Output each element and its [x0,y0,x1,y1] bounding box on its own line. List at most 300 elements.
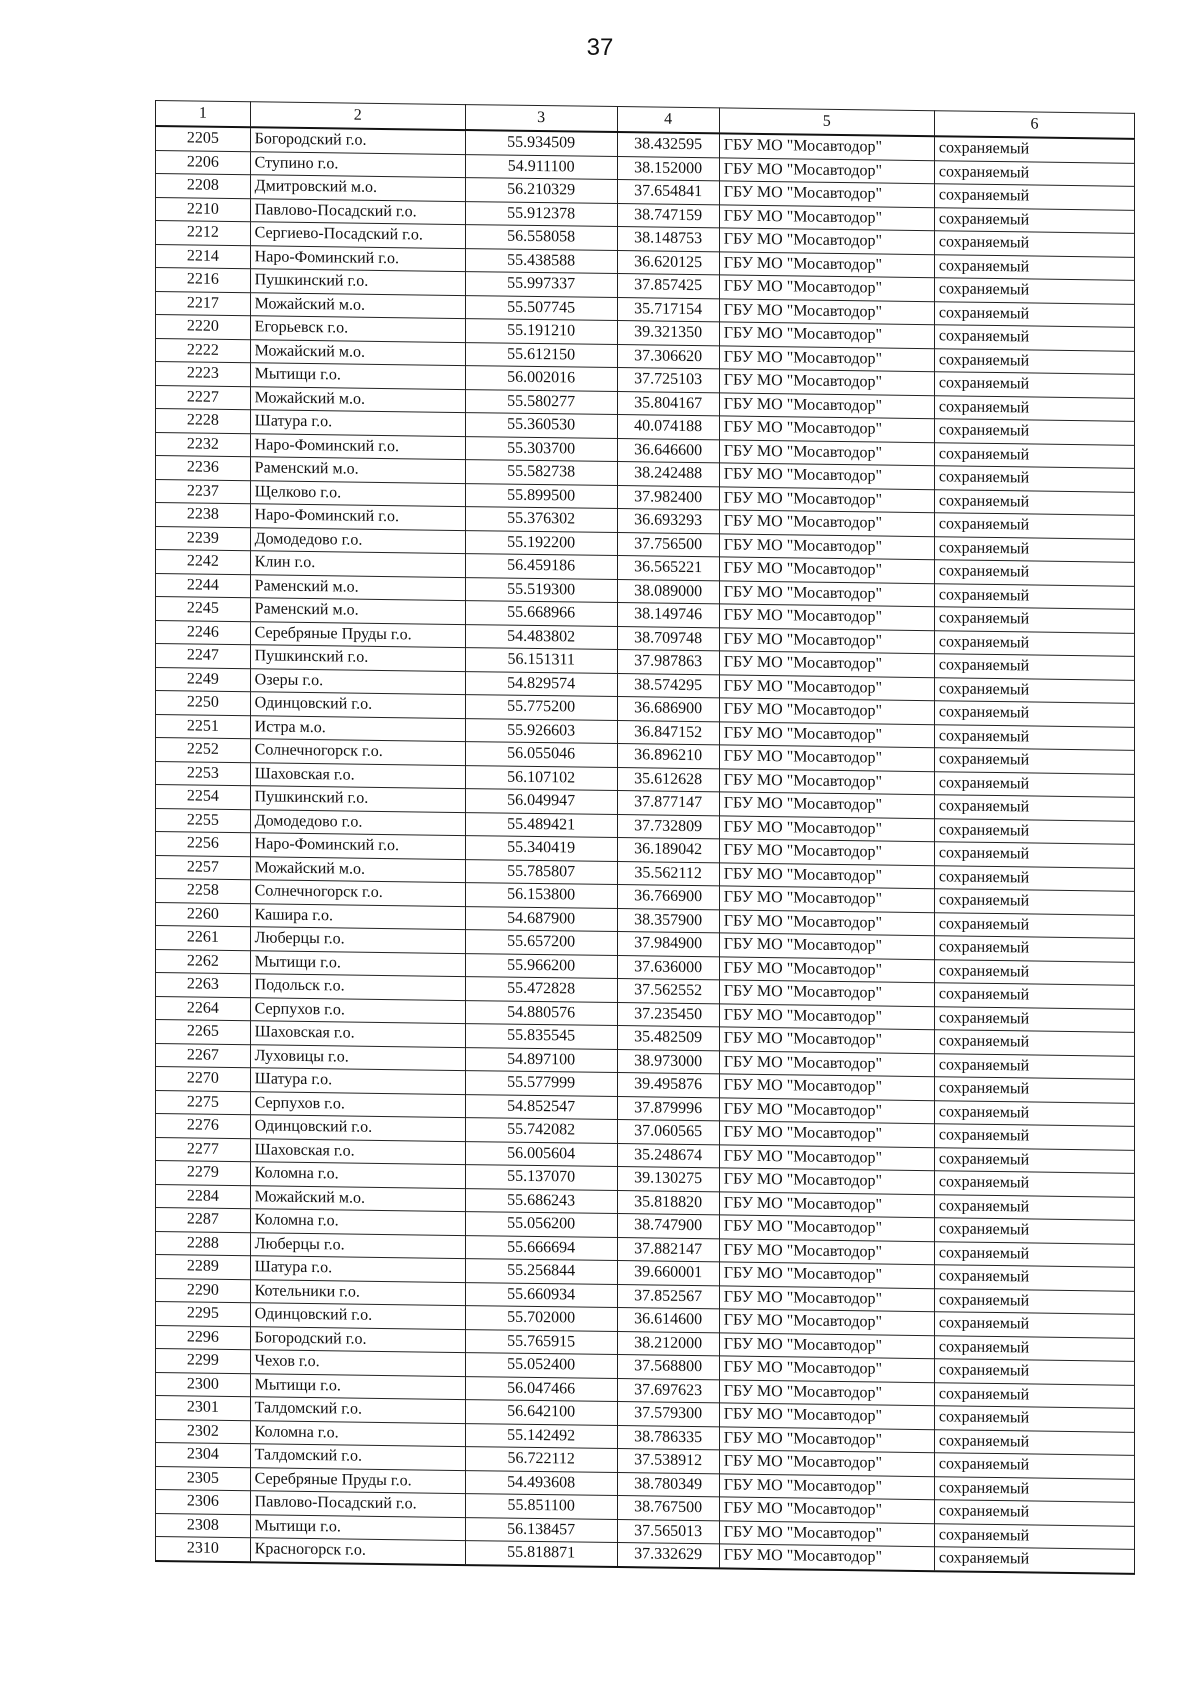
row-number-cell: 2262 [156,949,251,974]
longitude-cell: 37.306620 [617,344,719,369]
status-cell: сохраняемый [934,419,1134,445]
owner-cell: ГБУ МО "Мосавтодор" [719,1215,934,1241]
district-cell: Можайский м.о. [250,386,465,412]
row-number-cell: 2250 [156,691,251,716]
latitude-cell: 55.612150 [465,342,617,367]
status-cell: сохраняемый [934,1077,1134,1103]
owner-cell: ГБУ МО "Мосавтодор" [719,1285,934,1311]
row-number-cell: 2300 [156,1372,251,1397]
longitude-cell: 37.332629 [617,1543,719,1568]
longitude-cell: 38.149746 [617,603,719,628]
longitude-cell: 37.725103 [617,368,719,393]
latitude-cell: 54.493608 [465,1470,617,1495]
row-number-cell: 2216 [156,268,251,293]
longitude-cell: 35.612628 [617,767,719,792]
row-number-cell: 2275 [156,1090,251,1115]
latitude-cell: 55.818871 [465,1541,617,1567]
district-cell: Серебряные Пруды г.о. [250,1467,465,1493]
table-body [156,126,1135,1573]
latitude-cell: 56.002016 [465,366,617,391]
owner-cell: ГБУ МО "Мосавтодор" [719,1544,934,1571]
status-cell: сохраняемый [934,1335,1134,1361]
longitude-cell: 40.074188 [617,415,719,440]
row-number-cell: 2260 [156,902,251,927]
district-cell: Мытищи г.о. [250,1514,465,1540]
district-cell: Щелково г.о. [250,480,465,506]
district-cell: Кашира г.о. [250,903,465,929]
latitude-cell: 55.775200 [465,695,617,720]
district-cell: Коломна г.о. [250,1420,465,1446]
status-cell: сохраняемый [934,1453,1134,1479]
longitude-cell: 37.636000 [617,955,719,980]
district-cell: Чехов г.о. [250,1350,465,1376]
latitude-cell: 54.852547 [465,1094,617,1119]
latitude-cell: 55.303700 [465,436,617,461]
owner-cell: ГБУ МО "Мосавтодор" [719,933,934,959]
owner-cell: ГБУ МО "Мосавтодор" [719,275,934,301]
longitude-cell: 37.565013 [617,1519,719,1544]
latitude-cell: 55.835545 [465,1024,617,1049]
owner-cell: ГБУ МО "Мосавтодор" [719,1473,934,1499]
status-cell: сохраняемый [934,536,1134,562]
owner-cell: ГБУ МО "Мосавтодор" [719,1074,934,1100]
longitude-cell: 38.786335 [617,1425,719,1450]
status-cell: сохраняемый [934,748,1134,774]
row-number-cell: 2239 [156,526,251,551]
row-number-cell: 2296 [156,1325,251,1350]
district-cell: Мытищи г.о. [250,950,465,976]
longitude-cell: 37.654841 [617,180,719,205]
row-number-cell: 2305 [156,1466,251,1491]
longitude-cell: 37.568800 [617,1355,719,1380]
latitude-cell: 55.256844 [465,1259,617,1284]
longitude-cell: 37.984900 [617,932,719,957]
status-cell: сохраняемый [934,348,1134,374]
latitude-cell: 55.702000 [465,1306,617,1331]
district-cell: Павлово-Посадский г.о. [250,198,465,224]
row-number-cell: 2267 [156,1043,251,1068]
longitude-cell: 37.756500 [617,532,719,557]
row-number-cell: 2205 [156,126,251,151]
latitude-cell: 55.580277 [465,389,617,414]
owner-cell: ГБУ МО "Мосавтодор" [719,745,934,771]
longitude-cell: 37.857425 [617,274,719,299]
column-header: 1 [156,101,251,128]
status-cell: сохраняемый [934,912,1134,938]
owner-cell: ГБУ МО "Мосавтодор" [719,1168,934,1194]
district-cell: Талдомский г.о. [250,1397,465,1423]
longitude-cell: 35.562112 [617,861,719,886]
owner-cell: ГБУ МО "Мосавтодор" [719,463,934,489]
status-cell: сохраняемый [934,936,1134,962]
row-number-cell: 2270 [156,1067,251,1092]
data-table [155,100,1135,1574]
latitude-cell: 55.666694 [465,1235,617,1260]
latitude-cell: 56.210329 [465,178,617,203]
owner-cell: ГБУ МО "Мосавтодор" [719,1403,934,1429]
status-cell: сохраняемый [934,959,1134,985]
district-cell: Одинцовский г.о. [250,1115,465,1141]
longitude-cell: 35.248674 [617,1143,719,1168]
row-number-cell: 2256 [156,832,251,857]
latitude-cell: 55.192200 [465,530,617,555]
longitude-cell: 38.780349 [617,1472,719,1497]
longitude-cell: 38.973000 [617,1049,719,1074]
latitude-cell: 55.577999 [465,1071,617,1096]
owner-cell: ГБУ МО "Мосавтодор" [719,392,934,418]
owner-cell: ГБУ МО "Мосавтодор" [719,1191,934,1217]
latitude-cell: 55.360530 [465,413,617,438]
row-number-cell: 2258 [156,879,251,904]
row-number-cell: 2254 [156,785,251,810]
longitude-cell: 35.717154 [617,297,719,322]
owner-cell: ГБУ МО "Мосавтодор" [719,1356,934,1382]
row-number-cell: 2227 [156,385,251,410]
latitude-cell: 55.912378 [465,201,617,226]
district-cell: Серпухов г.о. [250,1091,465,1117]
row-number-cell: 2238 [156,503,251,528]
latitude-cell: 55.191210 [465,319,617,344]
district-cell: Клин г.о. [250,551,465,577]
latitude-cell: 55.582738 [465,460,617,485]
district-cell: Люберцы г.о. [250,1232,465,1258]
status-cell: сохраняемый [934,607,1134,633]
longitude-cell: 38.767500 [617,1496,719,1521]
owner-cell: ГБУ МО "Мосавтодор" [719,1450,934,1476]
longitude-cell: 37.060565 [617,1120,719,1145]
owner-cell: ГБУ МО "Мосавтодор" [719,1003,934,1029]
status-cell: сохраняемый [934,1500,1134,1526]
longitude-cell: 38.242488 [617,462,719,487]
longitude-cell: 37.877147 [617,791,719,816]
status-cell: сохраняемый [934,489,1134,515]
latitude-cell: 55.507745 [465,295,617,320]
row-number-cell: 2253 [156,761,251,786]
longitude-cell: 38.747900 [617,1214,719,1239]
longitude-cell: 37.697623 [617,1378,719,1403]
district-cell: Шаховская г.о. [250,762,465,788]
longitude-cell: 38.357900 [617,908,719,933]
longitude-cell: 38.148753 [617,227,719,252]
status-cell: сохраняемый [934,865,1134,891]
page-number: 37 [586,34,614,61]
owner-cell: ГБУ МО "Мосавтодор" [719,486,934,512]
row-number-cell: 2290 [156,1278,251,1303]
status-cell: сохраняемый [934,1006,1134,1032]
row-number-cell: 2265 [156,1020,251,1045]
row-number-cell: 2301 [156,1396,251,1421]
status-cell: сохраняемый [934,513,1134,539]
latitude-cell: 54.687900 [465,906,617,931]
longitude-cell: 36.565221 [617,556,719,581]
longitude-cell: 37.579300 [617,1402,719,1427]
owner-cell: ГБУ МО "Мосавтодор" [719,698,934,724]
district-cell: Дмитровский м.о. [250,175,465,201]
longitude-cell: 39.321350 [617,321,719,346]
row-number-cell: 2251 [156,714,251,739]
longitude-cell: 36.646600 [617,438,719,463]
latitude-cell: 56.153800 [465,883,617,908]
owner-cell: ГБУ МО "Мосавтодор" [719,1050,934,1076]
column-header: 4 [617,107,719,134]
district-cell: Егорьевск г.о. [250,316,465,342]
row-number-cell: 2310 [156,1537,251,1562]
column-header: 3 [465,105,617,132]
district-cell: Котельники г.о. [250,1279,465,1305]
latitude-cell: 55.742082 [465,1118,617,1143]
owner-cell: ГБУ МО "Мосавтодор" [719,956,934,982]
owner-cell: ГБУ МО "Мосавтодор" [719,322,934,348]
district-cell: Талдомский г.о. [250,1444,465,1470]
row-number-cell: 2263 [156,973,251,998]
district-cell: Солнечногорск г.о. [250,739,465,765]
district-cell: Подольск г.о. [250,974,465,1000]
status-cell: сохраняемый [934,724,1134,750]
district-cell: Можайский м.о. [250,292,465,318]
status-cell: сохраняемый [934,630,1134,656]
status-cell: сохраняемый [934,160,1134,186]
status-cell: сохраняемый [934,583,1134,609]
owner-cell: ГБУ МО "Мосавтодор" [719,510,934,536]
status-cell: сохраняемый [934,889,1134,915]
longitude-cell: 39.495876 [617,1073,719,1098]
row-number-cell: 2244 [156,573,251,598]
status-cell: сохраняемый [934,442,1134,468]
district-cell: Коломна г.о. [250,1162,465,1188]
longitude-cell: 36.766900 [617,885,719,910]
row-number-cell: 2232 [156,432,251,457]
row-number-cell: 2222 [156,338,251,363]
owner-cell: ГБУ МО "Мосавтодор" [719,345,934,371]
latitude-cell: 55.899500 [465,483,617,508]
row-number-cell: 2237 [156,479,251,504]
district-cell: Серебряные Пруды г.о. [250,621,465,647]
owner-cell: ГБУ МО "Мосавтодор" [719,604,934,630]
owner-cell: ГБУ МО "Мосавтодор" [719,133,934,160]
longitude-cell: 36.693293 [617,509,719,534]
status-cell: сохраняемый [934,1547,1134,1574]
column-header: 5 [719,108,934,136]
longitude-cell: 39.130275 [617,1167,719,1192]
status-cell: сохраняемый [934,1523,1134,1549]
status-cell: сохраняемый [934,842,1134,868]
status-cell: сохраняемый [934,231,1134,257]
district-cell: Наро-Фоминский г.о. [250,833,465,859]
status-cell: сохраняемый [934,1382,1134,1408]
latitude-cell: 56.005604 [465,1141,617,1166]
longitude-cell: 38.089000 [617,579,719,604]
owner-cell: ГБУ МО "Мосавтодор" [719,721,934,747]
status-cell: сохраняемый [934,818,1134,844]
owner-cell: ГБУ МО "Мосавтодор" [719,1520,934,1546]
latitude-cell: 55.376302 [465,507,617,532]
owner-cell: ГБУ МО "Мосавтодор" [719,651,934,677]
status-cell: сохраняемый [934,1030,1134,1056]
district-cell: Ступино г.о. [250,151,465,177]
row-number-cell: 2264 [156,996,251,1021]
longitude-cell: 35.818820 [617,1190,719,1215]
latitude-cell: 55.519300 [465,577,617,602]
owner-cell: ГБУ МО "Мосавтодор" [719,792,934,818]
latitude-cell: 56.138457 [465,1517,617,1542]
owner-cell: ГБУ МО "Мосавтодор" [719,369,934,395]
status-cell: сохраняемый [934,701,1134,727]
longitude-cell: 37.562552 [617,979,719,1004]
longitude-cell: 38.709748 [617,626,719,651]
district-cell: Шаховская г.о. [250,1021,465,1047]
longitude-cell: 35.804167 [617,391,719,416]
row-number-cell: 2206 [156,150,251,175]
longitude-cell: 36.847152 [617,720,719,745]
row-number-cell: 2299 [156,1349,251,1374]
owner-cell: ГБУ МО "Мосавтодор" [719,251,934,277]
row-number-cell: 2217 [156,291,251,316]
row-number-cell: 2214 [156,244,251,269]
district-cell: Павлово-Посадский г.о. [250,1491,465,1517]
longitude-cell: 38.432595 [617,132,719,157]
district-cell: Богородский г.о. [250,127,465,154]
row-number-cell: 2284 [156,1184,251,1209]
status-cell: сохраняемый [934,184,1134,210]
district-cell: Истра м.о. [250,715,465,741]
district-cell: Шатура г.о. [250,1256,465,1282]
owner-cell: ГБУ МО "Мосавтодор" [719,416,934,442]
latitude-cell: 54.911100 [465,154,617,179]
longitude-cell: 36.189042 [617,838,719,863]
district-cell: Раменский м.о. [250,574,465,600]
row-number-cell: 2246 [156,620,251,645]
district-cell: Сергиево-Посадский г.о. [250,222,465,248]
status-cell: сохраняемый [934,1476,1134,1502]
district-cell: Наро-Фоминский г.о. [250,504,465,530]
status-cell: сохраняемый [934,1218,1134,1244]
status-cell: сохраняемый [934,654,1134,680]
status-cell: сохраняемый [934,1241,1134,1267]
longitude-cell: 38.747159 [617,203,719,228]
district-cell: Одинцовский г.о. [250,1303,465,1329]
status-cell: сохраняемый [934,301,1134,327]
district-cell: Пушкинский г.о. [250,786,465,812]
owner-cell: ГБУ МО "Мосавтодор" [719,1144,934,1170]
row-number-cell: 2245 [156,597,251,622]
district-cell: Можайский м.о. [250,856,465,882]
longitude-cell: 36.614600 [617,1308,719,1333]
row-number-cell: 2223 [156,362,251,387]
district-cell: Наро-Фоминский г.о. [250,245,465,271]
longitude-cell: 38.152000 [617,156,719,181]
latitude-cell: 55.765915 [465,1329,617,1354]
latitude-cell: 55.686243 [465,1188,617,1213]
longitude-cell: 38.574295 [617,673,719,698]
row-number-cell: 2306 [156,1490,251,1515]
row-number-cell: 2208 [156,174,251,199]
owner-cell: ГБУ МО "Мосавтодор" [719,580,934,606]
district-cell: Озеры г.о. [250,668,465,694]
district-cell: Солнечногорск г.о. [250,880,465,906]
latitude-cell: 55.438588 [465,248,617,273]
district-cell: Раменский м.о. [250,457,465,483]
row-number-cell: 2304 [156,1443,251,1468]
longitude-cell: 39.660001 [617,1261,719,1286]
status-cell: сохраняемый [934,466,1134,492]
status-cell: сохраняемый [934,1171,1134,1197]
district-cell: Пушкинский г.о. [250,645,465,671]
owner-cell: ГБУ МО "Мосавтодор" [719,1497,934,1523]
row-number-cell: 2212 [156,221,251,246]
owner-cell: ГБУ МО "Мосавтодор" [719,1426,934,1452]
latitude-cell: 56.642100 [465,1400,617,1425]
status-cell: сохраняемый [934,1288,1134,1314]
latitude-cell: 55.056200 [465,1212,617,1237]
owner-cell: ГБУ МО "Мосавтодор" [719,1097,934,1123]
owner-cell: ГБУ МО "Мосавтодор" [719,1121,934,1147]
owner-cell: ГБУ МО "Мосавтодор" [719,980,934,1006]
owner-cell: ГБУ МО "Мосавтодор" [719,439,934,465]
longitude-cell: 37.538912 [617,1449,719,1474]
status-cell: сохраняемый [934,560,1134,586]
latitude-cell: 55.934509 [465,130,617,156]
district-cell: Одинцовский г.о. [250,692,465,718]
latitude-cell: 55.657200 [465,930,617,955]
column-header: 6 [934,111,1134,139]
owner-cell: ГБУ МО "Мосавтодор" [719,204,934,230]
longitude-cell: 35.482509 [617,1026,719,1051]
longitude-cell: 37.982400 [617,485,719,510]
row-number-cell: 2276 [156,1114,251,1139]
latitude-cell: 56.459186 [465,554,617,579]
row-number-cell: 2277 [156,1137,251,1162]
latitude-cell: 54.829574 [465,671,617,696]
district-cell: Люберцы г.о. [250,927,465,953]
latitude-cell: 54.897100 [465,1047,617,1072]
owner-cell: ГБУ МО "Мосавтодор" [719,1309,934,1335]
status-cell: сохраняемый [934,395,1134,421]
owner-cell: ГБУ МО "Мосавтодор" [719,674,934,700]
latitude-cell: 56.151311 [465,648,617,673]
latitude-cell: 56.107102 [465,765,617,790]
status-cell: сохраняемый [934,1429,1134,1455]
row-number-cell: 2257 [156,855,251,880]
status-cell: сохраняемый [934,983,1134,1009]
latitude-cell: 54.880576 [465,1000,617,1025]
row-number-cell: 2228 [156,409,251,434]
latitude-cell: 56.049947 [465,789,617,814]
status-cell: сохраняемый [934,372,1134,398]
owner-cell: ГБУ МО "Мосавтодор" [719,228,934,254]
longitude-cell: 37.235450 [617,1002,719,1027]
status-cell: сохраняемый [934,1100,1134,1126]
column-header: 2 [250,102,465,130]
district-cell: Коломна г.о. [250,1209,465,1235]
owner-cell: ГБУ МО "Мосавтодор" [719,909,934,935]
district-cell: Шатура г.о. [250,1068,465,1094]
latitude-cell: 55.785807 [465,859,617,884]
latitude-cell: 55.660934 [465,1282,617,1307]
owner-cell: ГБУ МО "Мосавтодор" [719,862,934,888]
longitude-cell: 36.686900 [617,697,719,722]
owner-cell: ГБУ МО "Мосавтодор" [719,533,934,559]
district-cell: Наро-Фоминский г.о. [250,433,465,459]
longitude-cell: 37.879996 [617,1096,719,1121]
district-cell: Можайский м.о. [250,339,465,365]
owner-cell: ГБУ МО "Мосавтодор" [719,557,934,583]
owner-cell: ГБУ МО "Мосавтодор" [719,839,934,865]
status-cell: сохраняемый [934,1312,1134,1338]
status-cell: сохраняемый [934,136,1134,163]
latitude-cell: 55.966200 [465,953,617,978]
owner-cell: ГБУ МО "Мосавтодор" [719,298,934,324]
district-cell: Домодедово г.о. [250,527,465,553]
